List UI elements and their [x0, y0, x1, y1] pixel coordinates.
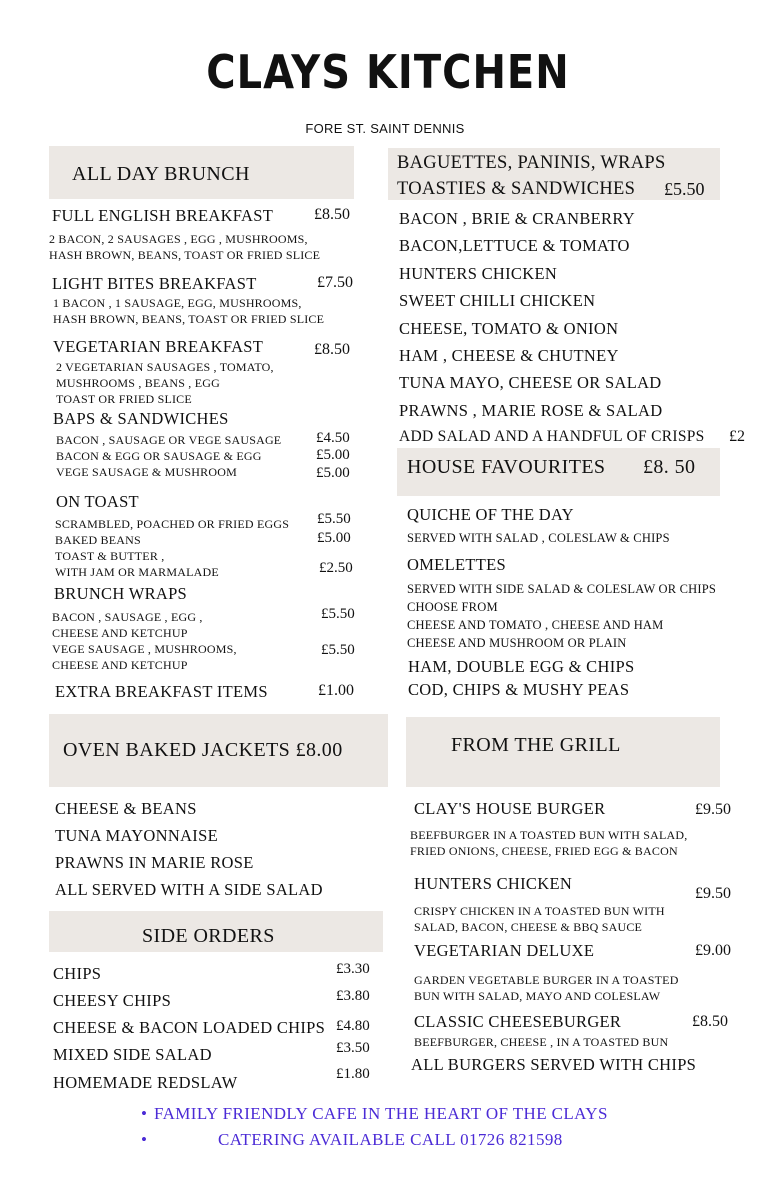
toast-price-2: £5.00	[317, 530, 351, 546]
footer-line-2: CATERING AVAILABLE CALL 01726 821598	[218, 1130, 563, 1149]
vegetarian-breakfast-name: VEGETARIAN BREAKFAST	[53, 337, 264, 356]
hunters-chicken-name: HUNTERS CHICKEN	[414, 874, 573, 893]
omelettes-line-3: CHEESE AND TOMATO , CHEESE AND HAM	[407, 618, 664, 632]
full-english-desc-1: 2 BACON, 2 SAUSAGES , EGG , MUSHROOMS,	[49, 232, 308, 246]
side-price-3: £4.80	[336, 1018, 370, 1034]
vegetarian-breakfast-desc-1: 2 VEGETARIAN SAUSAGES , TOMATO,	[56, 360, 274, 374]
wraps-line-3: VEGE SAUSAGE , MUSHROOMS,	[52, 642, 237, 656]
jacket-item-2: TUNA MAYONNAISE	[55, 826, 218, 845]
side-item-1: CHIPS	[53, 964, 102, 983]
extra-items-price: £1.00	[318, 682, 354, 699]
quiche-desc: SERVED WITH SALAD , COLESLAW & CHIPS	[407, 531, 670, 545]
baps-price-3: £5.00	[316, 465, 350, 481]
toast-line-3: TOAST & BUTTER ,	[55, 549, 165, 563]
baguettes-header-1: BAGUETTES, PANINIS, WRAPS	[397, 153, 666, 173]
side-price-5: £1.80	[336, 1066, 370, 1082]
house-burger-price: £9.50	[695, 801, 731, 818]
baguette-item-8: PRAWNS , MARIE ROSE & SALAD	[399, 401, 663, 420]
toast-line-2: BAKED BEANS	[55, 533, 141, 547]
jacket-item-1: CHEESE & BEANS	[55, 799, 197, 818]
jacket-item-4: ALL SERVED WITH A SIDE SALAD	[55, 880, 323, 899]
baps-name: BAPS & SANDWICHES	[53, 409, 229, 428]
footer-bullet-2: •	[141, 1130, 148, 1149]
baguette-item-4: SWEET CHILLI CHICKEN	[399, 291, 596, 310]
baguette-item-1: BACON , BRIE & CRANBERRY	[399, 209, 635, 228]
baguette-item-5: CHEESE, TOMATO & ONION	[399, 319, 619, 338]
wraps-price-1: £5.50	[321, 606, 355, 622]
toast-price-1: £5.50	[317, 511, 351, 527]
classic-cheeseburger-name: CLASSIC CHEESEBURGER	[414, 1012, 622, 1031]
cod-chips: COD, CHIPS & MUSHY PEAS	[408, 680, 630, 699]
classic-cheeseburger-price: £8.50	[692, 1013, 728, 1030]
baps-price-1: £4.50	[316, 430, 350, 446]
full-english-desc-2: HASH BROWN, BEANS, TOAST OR FRIED SLICE	[49, 248, 321, 262]
burgers-note: ALL BURGERS SERVED WITH CHIPS	[411, 1055, 697, 1074]
full-english-price: £8.50	[314, 206, 350, 223]
hunters-chicken-price: £9.50	[695, 885, 731, 902]
side-item-3: CHEESE & BACON LOADED CHIPS	[53, 1018, 326, 1037]
baguettes-header-2: TOASTIES & SANDWICHES	[397, 179, 636, 199]
baguettes-price: £5.50	[664, 179, 705, 199]
baguette-addon: ADD SALAD AND A HANDFUL OF CRISPS	[399, 428, 705, 445]
baps-price-2: £5.00	[316, 447, 350, 463]
veg-deluxe-desc-2: BUN WITH SALAD, MAYO AND COLESLAW	[414, 989, 661, 1003]
toast-price-3: £2.50	[319, 560, 353, 576]
sides-header: SIDE ORDERS	[142, 925, 275, 947]
footer-bullet-1: •	[141, 1104, 148, 1123]
page-title: CLAYS KITCHEN	[206, 46, 570, 100]
omelettes-name: OMELETTES	[407, 555, 506, 574]
wraps-line-2: CHEESE AND KETCHUP	[52, 626, 188, 640]
footer-line-1: FAMILY FRIENDLY CAFE IN THE HEART OF THE CLAYS	[154, 1104, 608, 1123]
omelettes-line-1: SERVED WITH SIDE SALAD & COLESLAW OR CHIPS	[407, 582, 717, 596]
quiche-name: QUICHE OF THE DAY	[407, 505, 574, 524]
baps-line-1: BACON , SAUSAGE OR VEGE SAUSAGE	[56, 433, 282, 447]
omelettes-line-2: CHOOSE FROM	[407, 600, 498, 614]
hunters-chicken-desc-2: SALAD, BACON, CHEESE & BBQ SAUCE	[414, 920, 643, 934]
side-price-2: £3.80	[336, 988, 370, 1004]
side-item-4: MIXED SIDE SALAD	[53, 1045, 212, 1064]
light-bites-name: LIGHT BITES BREAKFAST	[52, 274, 257, 293]
house-burger-name: CLAY'S HOUSE BURGER	[414, 799, 606, 818]
vegetarian-breakfast-desc-3: TOAST OR FRIED SLICE	[56, 392, 192, 406]
ham-egg-chips: HAM, DOUBLE EGG & CHIPS	[408, 657, 635, 676]
toast-line-4: WITH JAM OR MARMALADE	[55, 565, 219, 579]
light-bites-desc-2: HASH BROWN, BEANS, TOAST OR FRIED SLICE	[53, 312, 325, 326]
light-bites-price: £7.50	[317, 274, 353, 291]
baps-line-2: BACON & EGG OR SAUSAGE & EGG	[56, 449, 262, 463]
baguette-item-3: HUNTERS CHICKEN	[399, 264, 558, 283]
side-item-5: HOMEMADE REDSLAW	[53, 1073, 238, 1092]
baguette-item-2: BACON,LETTUCE & TOMATO	[399, 236, 630, 255]
side-price-4: £3.50	[336, 1040, 370, 1056]
jacket-item-3: PRAWNS IN MARIE ROSE	[55, 853, 254, 872]
classic-cheeseburger-desc: BEEFBURGER, CHEESE , IN A TOASTED BUN	[414, 1035, 669, 1049]
baguette-item-7: TUNA MAYO, CHEESE OR SALAD	[399, 373, 662, 392]
house-price: £8. 50	[643, 456, 696, 478]
house-burger-desc-2: FRIED ONIONS, CHEESE, FRIED EGG & BACON	[410, 844, 678, 858]
brunch-header: ALL DAY BRUNCH	[72, 163, 250, 185]
wraps-line-4: CHEESE AND KETCHUP	[52, 658, 188, 672]
toast-line-1: SCRAMBLED, POACHED OR FRIED EGGS	[55, 517, 290, 531]
wraps-name: BRUNCH WRAPS	[54, 584, 188, 603]
veg-deluxe-price: £9.00	[695, 942, 731, 959]
house-header: HOUSE FAVOURITES	[407, 456, 606, 478]
toast-name: ON TOAST	[56, 492, 139, 511]
baguette-addon-price: £2	[729, 428, 745, 445]
side-price-1: £3.30	[336, 961, 370, 977]
omelettes-line-4: CHEESE AND MUSHROOM OR PLAIN	[407, 636, 627, 650]
vegetarian-breakfast-desc-2: MUSHROOMS , BEANS , EGG	[56, 376, 220, 390]
wraps-price-2: £5.50	[321, 642, 355, 658]
light-bites-desc-1: 1 BACON , 1 SAUSAGE, EGG, MUSHROOMS,	[53, 296, 302, 310]
wraps-line-1: BACON , SAUSAGE , EGG ,	[52, 610, 203, 624]
veg-deluxe-desc-1: GARDEN VEGETABLE BURGER IN A TOASTED	[414, 973, 679, 987]
grill-header: FROM THE GRILL	[451, 734, 621, 756]
side-item-2: CHEESY CHIPS	[53, 991, 172, 1010]
house-burger-desc-1: BEEFBURGER IN A TOASTED BUN WITH SALAD,	[410, 828, 688, 842]
veg-deluxe-name: VEGETARIAN DELUXE	[414, 941, 595, 960]
hunters-chicken-desc-1: CRISPY CHICKEN IN A TOASTED BUN WITH	[414, 904, 665, 918]
extra-items-name: EXTRA BREAKFAST ITEMS	[55, 682, 268, 701]
vegetarian-breakfast-price: £8.50	[314, 341, 350, 358]
address: FORE ST. SAINT DENNIS	[305, 121, 465, 136]
full-english-name: FULL ENGLISH BREAKFAST	[52, 206, 274, 225]
baps-line-3: VEGE SAUSAGE & MUSHROOM	[56, 465, 237, 479]
jackets-header: OVEN BAKED JACKETS £8.00	[63, 739, 343, 761]
baguette-item-6: HAM , CHEESE & CHUTNEY	[399, 346, 619, 365]
